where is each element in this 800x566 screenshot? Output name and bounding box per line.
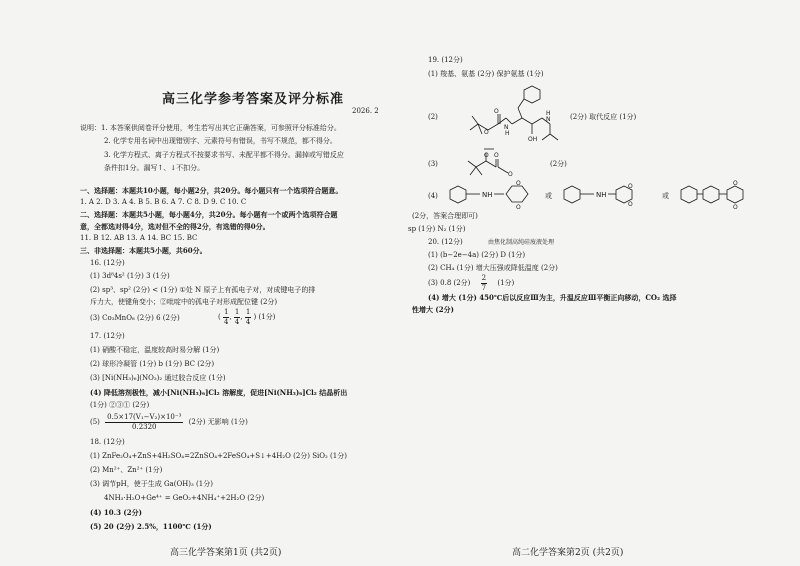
frac-1-den: 4 (223, 318, 229, 326)
atom-o: O (628, 183, 633, 190)
q17-fraction (105, 413, 183, 432)
q17-line-6 (90, 413, 248, 432)
q17-line-5: (1分) ②③① (2分) (90, 401, 150, 409)
q17-5-tail: (2分) 无影响 (1分) (188, 418, 248, 426)
atom-o: O (516, 180, 521, 187)
note-2: 2. 化学专用名词中出现错别字、元素符号有错误，书写不规范，都不得分。 (104, 137, 337, 145)
atom-o: O (494, 152, 499, 159)
frac-3-num: 1 (245, 308, 251, 316)
q16-coordinates (218, 308, 275, 327)
q16-line-3: 斥力大，使键角变小；②吡啶中的孤电子对形成配位键 (2分) (90, 298, 278, 306)
atom-h: H (505, 130, 510, 137)
q19-3-label: (3) (428, 160, 438, 168)
q20-frac-den: 7 (481, 284, 487, 292)
q20-pre-line: sp (1分) N₂ (1分) (408, 225, 466, 233)
q16-line-4: (3) Co₃MnO₈ (2分) 6 (2分) (90, 314, 180, 322)
q19-note: (2分，答案合理即可) (412, 212, 478, 220)
frac-2-num: 1 (234, 308, 240, 316)
q20-fraction (481, 274, 487, 293)
q20-3-tail: (1分) (497, 279, 515, 287)
page-title: 高三化学参考答案及评分标准 (162, 92, 345, 107)
q19-2-structure (460, 82, 570, 148)
atom-o: O (484, 129, 489, 136)
q17-head: 17. (12分) (90, 332, 125, 340)
atom-o: O (508, 171, 513, 178)
atom-n: N (546, 116, 551, 123)
q17-frac-num: 0.5×17(V₁−V₂)×10⁻³ (107, 413, 182, 421)
date: 2026. 2 (352, 107, 379, 115)
q19-head: 19. (12分) (428, 56, 463, 64)
q19-3-tail: (2分) (550, 160, 567, 168)
q19-4-structure-b (558, 180, 650, 210)
q20-line-3 (428, 274, 514, 293)
section-1-heading: 一、选择题：本题共10小题，每小题2分，共20分。每小题只有一个选项符合题意。 (80, 186, 343, 195)
atom-h: H (546, 110, 551, 117)
section-2-heading-1: 二、选择题：本题共5小题，每小题4分，共20分。每小题有一个或两个选项符合题 (80, 210, 338, 219)
atom-o: O (733, 180, 738, 187)
q18-line-5: (4) 10.3 (2分) (90, 508, 142, 517)
q19-2-tail: (2分) 取代反应 (1分) (570, 113, 637, 121)
q20-subhead: 由焦化制高纯硅废液处理 (488, 239, 555, 246)
q17-line-1: (1) 硝酸不稳定，温度较高时易分解 (1分) (90, 346, 220, 354)
atom-nh: NH (596, 191, 607, 199)
q18-head: 18. (12分) (90, 438, 125, 446)
or-2: 或 (662, 192, 669, 200)
q18-line-3: (3) 调节pH，使于生成 Ga(OH)₃ (1分) (90, 480, 213, 488)
frac-3-den: 4 (245, 318, 251, 326)
q17-line-2: (2) 球形冷凝管 (1分) b (1分) BC (2分) (90, 360, 215, 368)
page-1-footer: 高三化学答案第1页 (共2页) (170, 548, 282, 558)
page-2 (400, 0, 800, 566)
q19-line-1: (1) 羧基、氨基 (2分) 保护氨基 (1分) (428, 70, 544, 78)
note-4: 条件扣1分。漏写↑、↓不扣分。 (104, 164, 205, 172)
q20-line-2: (2) CH₄ (1分) 增大压强或降低温度 (2分) (428, 264, 558, 272)
q20-frac-num: 2 (481, 274, 487, 282)
section-1-answers: 1. A 2. D 3. A 4. B 5. B 6. A 7. C 8. D 9. C 10. C (80, 198, 247, 206)
q16-line-2: (2) sp³、sp² (2分) < (1分) ①处 N 原子上有孤电子对，对成键电子的排 (90, 286, 316, 294)
atom-o: O (494, 108, 499, 115)
comma-2: , (240, 313, 243, 321)
frac-1-num: 1 (223, 308, 229, 316)
q16-line-1: (1) 3d⁸4s² (1分) 3 (1分) (90, 272, 170, 280)
q19-4-label: (4) (428, 192, 438, 200)
frac-tail: ) (1分) (253, 313, 276, 321)
section-2-answers: 11. B 12. AB 13. A 14. BC 15. BC (80, 234, 198, 242)
q18-line-6: (5) 20 (2分) 2.5%，1100℃ (1分) (90, 522, 212, 531)
q19-3-structure (460, 145, 520, 179)
atom-n: N (504, 124, 509, 131)
q20-head: 20. (12分) (428, 238, 463, 246)
q18-line-4: 4NH₃·H₂O+Ge⁴⁺ = GeO₂+4NH₄⁺+2H₂O (2分) (104, 494, 265, 502)
note-1: 说明：1. 本答案供阅卷评分使用，考生若写出其它正确答案，可参照评分标准给分。 (80, 124, 341, 132)
q17-line-4: (4) 降低溶剂极性，减小[Ni(NH₃)₆]Cl₂ 溶解度，促进[Ni(NH₃)₆]Cl₂ 结晶析出 (90, 388, 348, 397)
section-3-heading: 三、非选择题：本题共5小题，共60分。 (80, 246, 207, 255)
q19-4-structure-a (444, 180, 542, 210)
q17-frac-den: 0.2320 (132, 423, 157, 431)
q18-line-2: (2) Mn²⁺、Zn²⁺ (1分) (90, 466, 163, 474)
q20-3-label: (3) 0.8 (2分) (428, 279, 471, 287)
atom-o: O (516, 204, 521, 210)
paren-open: ( (218, 313, 221, 321)
q19-2-label: (2) (428, 113, 438, 121)
q16-head: 16. (12分) (90, 259, 125, 267)
frac-2-den: 4 (234, 318, 240, 326)
q17-5-label: (5) (90, 418, 100, 426)
q17-line-3: (3) [Ni(NH₃)₆](NO₃)₂ 通过胶合反应 (1分) (90, 374, 226, 382)
q20-line-4: (4) 增大 (1分) 450℃后以反应Ⅲ为主，升温反应Ⅲ平衡正向移动，CO₂ 选择 (428, 293, 677, 302)
q19-4-structure-c (675, 180, 765, 210)
note-3: 3. 化学方程式、离子方程式不按要求书写、未配平都不得分。漏掉或写错反应 (104, 151, 344, 159)
atom-nh: NH (482, 191, 493, 199)
atom-oh: OH (528, 136, 538, 143)
section-2-heading-2: 意，全都选对得4分，选对但不全的得2分，有选错的得0分。 (80, 222, 270, 231)
atom-o: O (733, 204, 738, 210)
comma-1: , (229, 313, 232, 321)
atom-o: O (628, 201, 633, 208)
q20-line-1: (1) (b−2e−4a) (2分) D (1分) (428, 251, 526, 259)
atom-o: O (484, 152, 489, 159)
page-2-footer: 高二化学答案第2页 (共2页) (512, 548, 624, 558)
q20-line-5: 性增大 (2分) (412, 305, 454, 314)
q18-line-1: (1) ZnFe₂O₄+ZnS+4H₂SO₄=2ZnSO₄+2FeSO₄+S↓+4H₂O (2分) SiO₂ (1分) (90, 452, 347, 460)
or-1: 或 (545, 192, 552, 200)
fraction-3 (245, 308, 251, 327)
